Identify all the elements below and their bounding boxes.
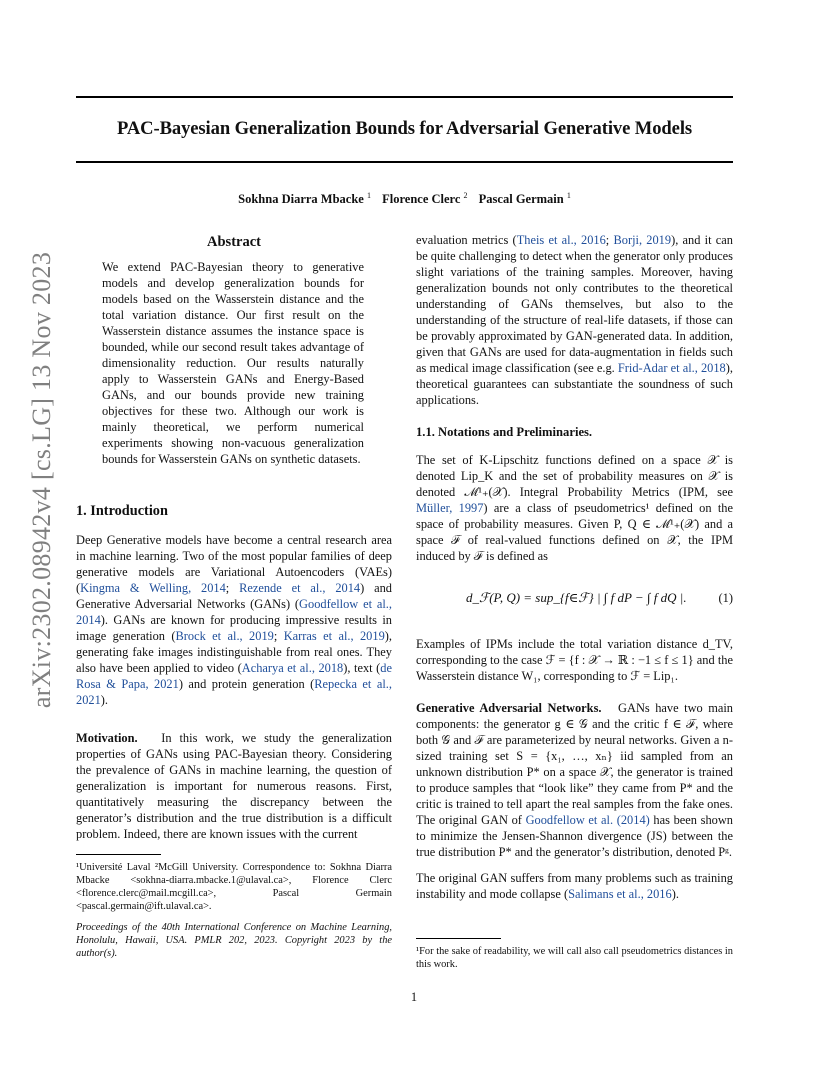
citation-link[interactable]: de Rosa & Papa, 2021 — [76, 661, 392, 691]
left-column — [76, 232, 392, 852]
citation-link[interactable]: Acharya et al., 2018 — [241, 661, 344, 675]
author — [238, 192, 371, 206]
motivation-text: In this work, we study the generalization properties of GANs using PAC-Bayesian theory. Considering the prevalence of GANs in machine learning, the question of generalization is important for numerous reasons. First, quantitatively measuring the discrepancy between the generator’s distribution and the true distribution is a difficult problem. Indeed, there are known issues with the current — [76, 731, 393, 841]
subsection-heading: 1.1. Notations and Preliminaries. — [416, 425, 593, 439]
arxiv-stamp — [22, 251, 62, 709]
gan-paragraph: Generative Adversarial Networks. GANs have two main components: the generator g ∈ 𝒢 and the critic f ∈ ℱ, where both 𝒢 and ℱ are parameterized by neural networks. Given a n-sized training set S = {x₁, …, xₙ} iid sampled from an unknown distribution P* on a space 𝒳, the generator is trained to produce samples that “look like” they came from P* and the critic is trained to tell apart the real samples from the fake ones. The original GAN of Goodfellow et al. (2014) has been shown to minimize the Jensen-Shannon divergence (JS) between the true distribution P* and the generator’s distribution, denoted Pᵍ. — [416, 701, 734, 859]
section-heading-introduction: 1. Introduction — [76, 503, 168, 519]
author-name: Sokhna Diarra Mbacke — [238, 192, 364, 207]
pseudometric-footnotes — [416, 938, 733, 979]
author-affiliation: 1 — [366, 191, 371, 200]
citation-link[interactable]: Rezende et al., 2014 — [239, 581, 361, 595]
abstract-body: We extend PAC-Bayesian theory to generative models and develop generalization bounds for models based on the Wasserstein distance and the total variation distance. Our first result on the Wasserstein distance assumes the instance space is bounded, while our second result takes advantage of dimensionality reduction. Our results naturally apply to Wasserstein GANs and Energy-Based GANs, and our bounds provide new training objectives for these two. Although our work is mainly theoretical, we perform numerical experiments showing non-vacuous generalization bounds for Wasserstein GANs on synthetic datasets. — [102, 260, 364, 466]
author-affiliation: 1 — [566, 191, 571, 200]
gan-heading: Generative Adversarial Networks. — [416, 701, 602, 715]
abstract-heading: Abstract — [207, 234, 261, 250]
affiliation-footnote: ¹Université Laval ²McGill University. Correspondence to: Sokhna Diarra Mbacke <sokhna-diarra.mbacke.1@ulaval.ca>, Florence Clerc <florence.clerc@mail.mcgill.ca>, Pascal Germain <pascal.germain@ift.ulaval.ca>. — [76, 861, 392, 912]
citation-link[interactable]: Theis et al., 2016 — [516, 233, 606, 247]
author-name: Florence Clerc — [382, 192, 461, 207]
footnote-rule — [76, 854, 161, 855]
arxiv-stamp-text: arXiv:2302.08942v4 [cs.LG] 13 Nov 2023 — [27, 251, 56, 709]
author-name: Pascal Germain — [478, 192, 564, 207]
title-rule-top — [76, 96, 733, 98]
title-rule-bottom — [76, 161, 733, 163]
pseudometric-footnote: ¹For the sake of readability, we will call also call pseudometrics distances in this work. — [416, 945, 733, 970]
right-column — [416, 232, 733, 912]
author — [479, 192, 571, 206]
citation-link[interactable]: Brock et al., 2019 — [175, 629, 274, 643]
citation-link[interactable]: Borji, 2019 — [613, 233, 672, 247]
citation-link[interactable]: Karras et al., 2019 — [283, 629, 385, 643]
body-paragraph: evaluation metrics (Theis et al., 2016; Borji, 2019), and it can be quite challenging to detect when the generator only produces slight variations of the training samples. Moreover, having generalization bounds not only contributes to the theoretical understanding of GANs themselves, but also to the understanding of the structure of real-life datasets, if those can be provably approximated by GAN-generated data. In addition, given that GANs are used for data-augmentation in fields such as medical image classification (see e.g. Frid-Adar et al., 2018), theoretical guarantees can substantiate the soundness of such applications. — [416, 233, 733, 407]
equation-ipm — [416, 578, 733, 624]
page-number: 1 — [410, 990, 418, 1004]
citation-link[interactable]: Salimans et al., 2016 — [568, 887, 672, 901]
citation-link[interactable]: Repecka et al., 2021 — [76, 677, 392, 707]
citation-link[interactable]: Frid-Adar et al., 2018 — [617, 361, 726, 375]
author-affiliation: 2 — [463, 191, 468, 200]
body-paragraph: The set of K-Lipschitz functions defined on a space 𝒳 is denoted Lip_K and the set of probability measures on 𝒳 is denoted ℳ¹₊(𝒳). Integral Probability Metrics (IPM, see Müller, 1997) are a class of pseudometrics¹ defined on the space of probability measures. Given P, Q ∈ ℳ¹₊(𝒳) and a space ℱ of real-valued functions defined on 𝒳, the IPM induced by ℱ is defined as — [416, 453, 733, 563]
motivation-paragraph — [76, 730, 392, 842]
body-paragraph: The original GAN suffers from many problems such as training instability and mode collapse (Salimans et al., 2016). — [416, 871, 733, 901]
citation-link[interactable]: Goodfellow et al. (2014) — [525, 813, 650, 827]
citation-link[interactable]: Goodfellow et al., 2014 — [76, 597, 392, 627]
author — [382, 192, 467, 206]
paper-title: PAC-Bayesian Generalization Bounds for Adversarial Generative Models — [116, 118, 693, 139]
proceedings-note: Proceedings of the 40th International Conference on Machine Learning, Honolulu, Hawaii, USA. PMLR 202, 2023. Copyright 2023 by the author(s). — [76, 921, 392, 959]
equation-body: d_ℱ(P, Q) = sup_{f∈ℱ} | ∫ f dP − ∫ f dQ |. — [466, 590, 687, 605]
equation-number: (1) — [718, 591, 733, 605]
citation-link[interactable]: Müller, 1997 — [416, 501, 484, 515]
author-list — [76, 191, 733, 207]
motivation-heading: Motivation. — [76, 731, 138, 745]
affiliation-footnotes — [76, 854, 392, 968]
body-paragraph: Examples of IPMs include the total variation distance d_TV, corresponding to the case ℱ = {f : 𝒳 → ℝ : −1 ≤ f ≤ 1} and the Wasserstein distance W₁, corresponding to ℱ = Lip₁. — [416, 637, 733, 683]
citation-link[interactable]: Kingma & Welling, 2014 — [80, 581, 226, 595]
intro-paragraph: Deep Generative models have become a central research area in machine learning. Two of the most popular families of deep generative models are Variational Autoencoders (VAEs) (Kingma & Welling, 2014; Rezende et al., 2014) and Generative Adversarial Networks (GANs) (Goodfellow et al., 2014). GANs are known for producing impressive results in image generation (Brock et al., 2019; Karras et al., 2019), generating fake images indistinguishable from real ones. They also have been applied to video (Acharya et al., 2018), text (de Rosa & Papa, 2021) and protein generation (Repecka et al., 2021). — [76, 533, 392, 707]
footnote-rule — [416, 938, 501, 939]
